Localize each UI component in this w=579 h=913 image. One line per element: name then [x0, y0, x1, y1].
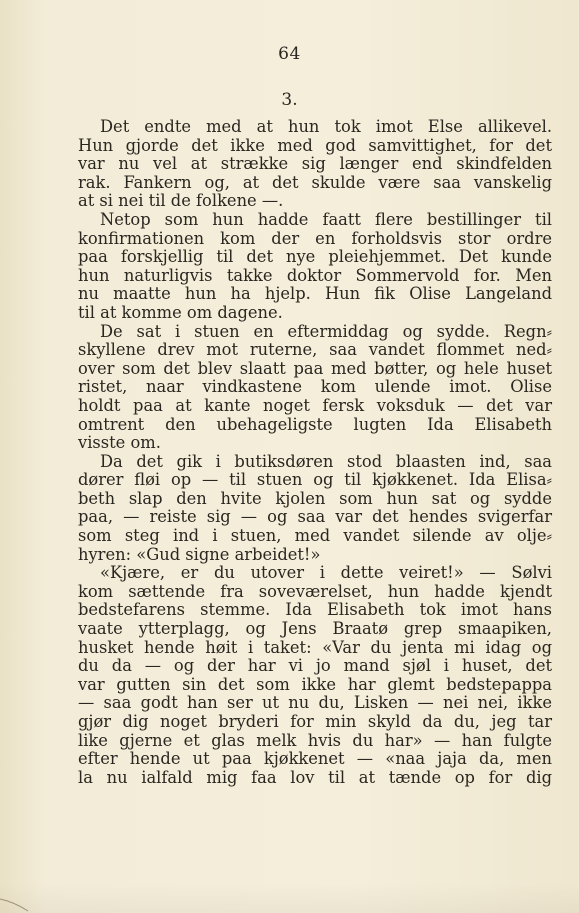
- text-line: bedstefarens stemme. Ida Elisabeth tok imot hans: [78, 600, 552, 620]
- text-line: over som det blev slaatt paa med bøtter, og hele huset: [78, 358, 552, 378]
- text-line: nu maatte hun ha hjelp. Hun fik Olise Langeland: [78, 284, 552, 304]
- text-line: var nu vel at strække sig længer end skindfelden: [78, 154, 552, 174]
- page-corner-mark: [0, 893, 40, 913]
- text-line: De sat i stuen en eftermiddag og sydde. Regn⸗: [100, 321, 552, 341]
- text-line: visste om.: [78, 433, 161, 453]
- text-line: beth slap den hvite kjolen som hun sat og sydde: [78, 488, 552, 508]
- text-line: skyllene drev mot ruterne, saa vandet flommet ned⸗: [78, 340, 552, 360]
- page-number: 64: [278, 44, 301, 64]
- text-line: var gutten sin det som ikke har glemt bedstepappa: [78, 674, 552, 694]
- text-line: kom sættende fra soveværelset, hun hadde kjendt: [78, 581, 552, 601]
- text-line: som steg ind i stuen, med vandet silende av olje⸗: [78, 526, 552, 546]
- text-line: husket hende høit i taket: «Var du jenta mi idag og: [78, 637, 552, 657]
- text-line: du da — og der har vi jo mand sjøl i huset, det: [78, 656, 552, 676]
- text-line: paa forskjellig til det nye pleiehjemmet. Det kunde: [78, 247, 552, 267]
- text-line: Hun gjorde det ikke med god samvittighet, for det: [78, 135, 552, 155]
- text-line: konfirmationen kom der en forholdsvis stor ordre: [78, 228, 552, 248]
- text-line: at si nei til de folkene —.: [78, 191, 284, 211]
- text-line: «Kjære, er du utover i dette veiret!» — Sølvi: [100, 563, 552, 583]
- body-text: [78, 118, 552, 787]
- text-line: holdt paa at kante noget fersk voksduk — det var: [78, 395, 552, 415]
- text-line: rak. Fankern og, at det skulde være saa vanskelig: [78, 172, 552, 192]
- page-edge-shadow: [0, 883, 579, 913]
- text-line: ristet, naar vindkastene kom ulende imot. Olise: [78, 377, 552, 397]
- text-line: like gjerne et glas melk hvis du har» — han fulgte: [78, 730, 552, 750]
- text-line: efter hende ut paa kjøkkenet — «naa jaja da, men: [78, 749, 552, 769]
- text-line: Da det gik i butiksdøren stod blaasten ind, saa: [100, 451, 552, 471]
- text-line: hyren: «Gud signe arbeidet!»: [78, 544, 321, 564]
- text-line: omtrent den ubehageligste lugten Ida Elisabeth: [78, 414, 552, 434]
- text-line: til at komme om dagene.: [78, 302, 283, 322]
- text-line: Det endte med at hun tok imot Else allikevel.: [100, 117, 552, 136]
- text-line: — saa godt han ser ut nu du, Lisken — nei nei, ikke: [78, 693, 552, 713]
- text-line: vaate ytterplagg, og Jens Braatø grep smaapiken,: [78, 619, 552, 639]
- text-line: gjør dig noget bryderi for min skyld da du, jeg tar: [78, 712, 552, 731]
- chapter-number: 3.: [281, 90, 298, 110]
- text-line: paa, — reiste sig — og saa var det hendes svigerfar: [78, 507, 552, 527]
- text-line: hun naturligvis takke doktor Sommervold for. Men: [78, 265, 552, 285]
- text-line: la nu ialfald mig faa lov til at tænde op for dig: [78, 767, 552, 787]
- text-line: Netop som hun hadde faatt flere bestillinger til: [100, 209, 552, 229]
- text-line: dører fløi op — til stuen og til kjøkkenet. Ida Elisa⸗: [78, 470, 552, 490]
